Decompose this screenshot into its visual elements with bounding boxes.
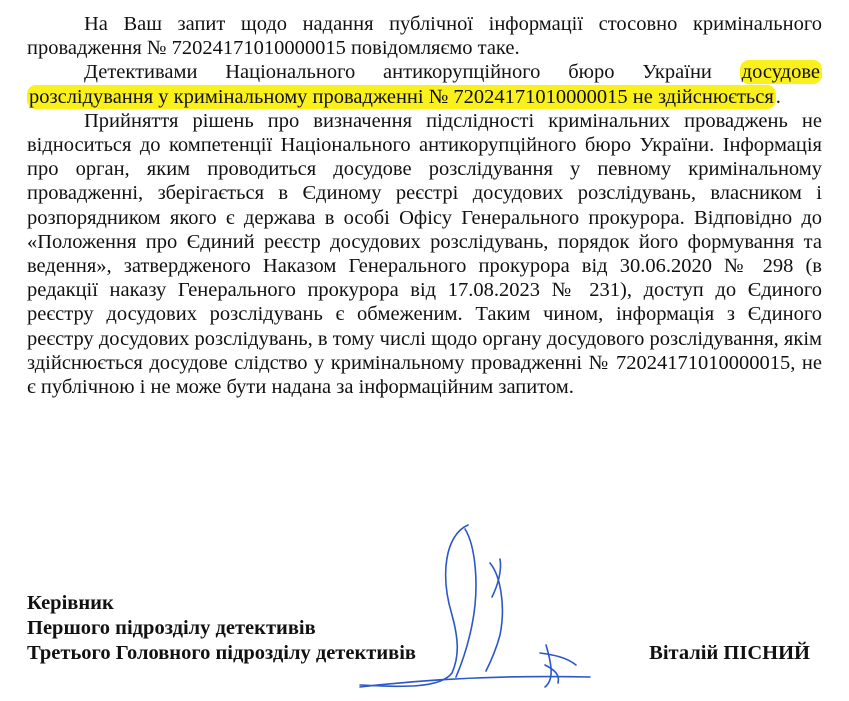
highlighted-finding: досудове розслідування у кримінальному провадженні № 72024171010000015 не здійснюється: [29, 61, 820, 108]
paragraph-explanation-text: Прийняття рішень про визначення підслідності кримінальних проваджень не відноситься до компетенції Національного антикорупційного бюро України. Інформація про орган, яким проводиться досудове розслідування у певному кримінальному провадженні, зберігається в Єдиному реєстрі досудових розслідувань, власником і розпорядником якого є держава в особі Офісу Генерального прокурора. Відповідно до «Положення про Єдиний реєстр досудових розслідувань, порядок його формування та ведення», затвердженого Наказом Генерального прокурора від 30.06.2020 № 298 (в редакції наказу Генерального прокурора від 17.08.2023 № 231), доступ до Єдиного реєстру досудових розслідувань є обмеженим. Таким чином, інформація з Єдиного реєстру досудових розслідувань, в тому числі щодо органу досудового розслідування, якім здійснюється досудове слідство у кримінальному провадженні № 72024171010000015, не є публічною і не може бути надана за інформаційним запитом.: [27, 109, 822, 399]
paragraph-explanation: [27, 109, 822, 399]
paragraph-intro-text: На Ваш запит щодо надання публічної інформації стосовно кримінального провадження № 72024171010000015 повідомляємо таке.: [27, 13, 822, 60]
paragraph-finding-lead: Детективами Національного антикорупційного бюро України: [84, 61, 740, 84]
paragraph-intro: [27, 12, 822, 60]
signer-position-line3: Третього Головного підрозділу детективів: [27, 642, 416, 664]
signature-block: [27, 591, 822, 666]
paragraph-finding: [27, 60, 822, 108]
paragraph-finding-end: .: [775, 85, 781, 108]
signer-position-line2: Першого підрозділу детективів: [27, 617, 316, 639]
signer-position-line1: Керівник: [27, 592, 114, 614]
signer-name: Віталій ПІСНИЙ: [649, 642, 810, 664]
letter-body: [27, 12, 822, 399]
